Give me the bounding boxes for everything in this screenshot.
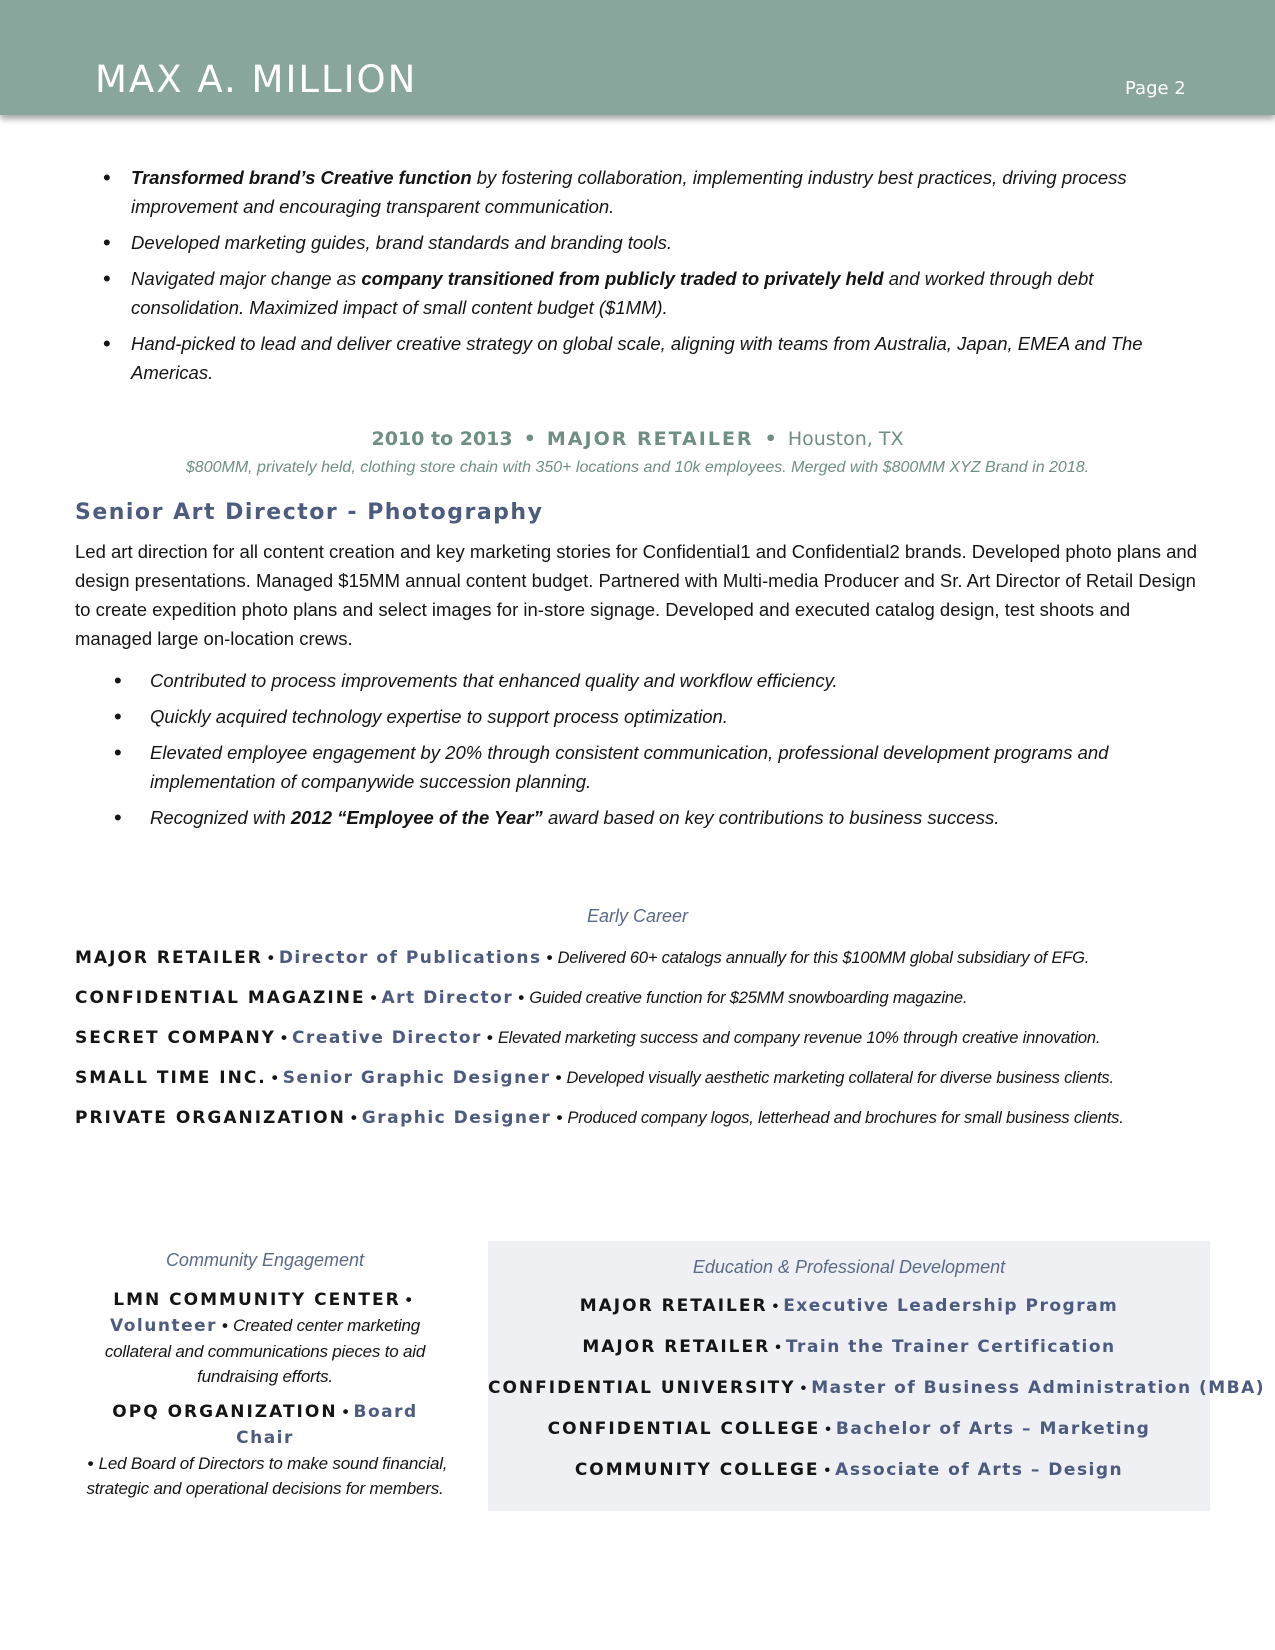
early-career-row <box>75 986 1265 1026</box>
list-item: • Navigated major change as company transitioned from publicly traded to privately held and worked through debt consolidation. Maximized impact of small content budget ($1MM). <box>131 264 1191 322</box>
organization: PRIVATE ORGANIZATION <box>75 1108 346 1128</box>
education-row <box>488 1294 1210 1335</box>
community-engagement-section <box>80 1250 450 1511</box>
separator: • <box>518 988 525 1007</box>
description: Developed visually aesthetic marketing collateral for diverse business clients. <box>566 1069 1114 1087</box>
description: Delivered 60+ catalogs annually for this $100MM global subsidiary of EFG. <box>557 949 1090 967</box>
job-company-description: $800MM, privately held, clothing store chain with 350+ locations and 10k employees. Merged with $800MM XYZ Brand in 2018. <box>185 459 1090 476</box>
list-item: • Quickly acquired technology expertise to support process optimization. <box>150 702 1190 731</box>
separator: • <box>523 428 536 450</box>
organization: SECRET COMPANY <box>75 1028 276 1048</box>
separator: • <box>342 1402 349 1421</box>
separator: • <box>772 1298 779 1315</box>
achievement-list-previous-role <box>131 163 1191 394</box>
education-section <box>488 1241 1266 1511</box>
description: Led Board of Directors to make sound financial, strategic and operational decisions for members. <box>86 1454 448 1498</box>
job-title: Senior Art Director - Photography <box>75 500 544 525</box>
separator: • <box>271 1068 278 1087</box>
separator: • <box>775 1339 781 1356</box>
position: Creative Director <box>291 1028 482 1048</box>
description: Guided creative function for $25MM snowboarding magazine. <box>529 989 968 1007</box>
early-career-list <box>75 946 1265 1146</box>
job-header <box>0 428 1275 450</box>
job-summary: Led art direction for all content creation and key marketing stories for Confidential1 and Confidential2 brands. Developed photo plans and design presentations. Managed $15MM annual content budget. Partnered with Multi-media Producer and Sr. Art Director of Retail Design to create expedition photo plans and select images for in-store signage. Developed and executed catalog design, test shoots and managed large on-location crews. <box>75 541 1197 649</box>
separator: • <box>546 948 553 967</box>
position: Graphic Designer <box>361 1108 552 1128</box>
description: Elevated marketing success and company revenue 10% through creative innovation. <box>497 1029 1101 1047</box>
job-company: MAJOR RETAILER <box>546 428 754 450</box>
list-item: • Recognized with 2012 “Employee of the Year” award based on key contributions to business success. <box>150 803 1190 832</box>
job-location: Houston, TX <box>787 428 904 450</box>
separator: • <box>87 1454 94 1473</box>
education-row <box>488 1458 1210 1499</box>
separator: • <box>556 1108 563 1127</box>
list-item: • Hand-picked to lead and deliver creative strategy on global scale, aligning with teams from Australia, Japan, EMEA and The Americas. <box>131 329 1191 387</box>
organization: OPQ ORGANIZATION <box>112 1402 338 1422</box>
position: Board Chair <box>236 1402 418 1448</box>
organization: LMN COMMUNITY CENTER <box>113 1290 401 1310</box>
program: Bachelor of Arts – Marketing <box>835 1419 1151 1439</box>
separator: • <box>555 1068 562 1087</box>
separator: • <box>824 1462 831 1479</box>
community-entry <box>80 1399 450 1501</box>
institution: MAJOR RETAILER <box>579 1296 768 1316</box>
early-career-row <box>75 1066 1265 1106</box>
separator: • <box>405 1290 412 1309</box>
program: Executive Leadership Program <box>783 1296 1119 1316</box>
education-heading: Education & Professional Development <box>692 1257 1006 1277</box>
position: Director of Publications <box>278 948 542 968</box>
position: Volunteer <box>110 1316 218 1336</box>
education-row <box>488 1335 1210 1376</box>
education-row <box>488 1376 1266 1417</box>
separator: • <box>222 1316 228 1335</box>
header-bar <box>0 0 1275 115</box>
early-career-row <box>75 1106 1265 1146</box>
list-item: • Contributed to process improvements that enhanced quality and workflow efficiency. <box>150 666 1190 695</box>
organization: MAJOR RETAILER <box>75 948 263 968</box>
description: Created center marketing collateral and communications pieces to aid fundraising efforts. <box>104 1316 426 1386</box>
achievement-list <box>150 666 1190 839</box>
page-number: Page 2 <box>1125 78 1186 99</box>
institution: CONFIDENTIAL UNIVERSITY <box>488 1378 796 1398</box>
position: Senior Graphic Designer <box>282 1068 551 1088</box>
early-career-row <box>75 1026 1265 1066</box>
list-item: • Elevated employee engagement by 20% through consistent communication, professional development programs and implementation of companywide succession planning. <box>150 738 1190 796</box>
separator: • <box>764 428 777 450</box>
organization: CONFIDENTIAL MAGAZINE <box>75 988 366 1008</box>
institution: COMMUNITY COLLEGE <box>574 1460 820 1480</box>
separator: • <box>350 1108 357 1127</box>
separator: • <box>267 948 274 967</box>
candidate-name: MAX A. MILLION <box>95 58 418 101</box>
separator: • <box>486 1028 493 1047</box>
separator: • <box>825 1421 831 1438</box>
separator: • <box>281 1028 287 1047</box>
education-row <box>488 1417 1210 1458</box>
description: Produced company logos, letterhead and brochures for small business clients. <box>567 1109 1124 1127</box>
position: Art Director <box>381 988 514 1008</box>
early-career-heading: Early Career <box>586 906 689 926</box>
institution: MAJOR RETAILER <box>582 1337 771 1357</box>
community-entry <box>80 1287 450 1389</box>
program: Train the Trainer Certification <box>785 1337 1116 1357</box>
job-years: 2010 to 2013 <box>371 428 513 450</box>
institution: CONFIDENTIAL COLLEGE <box>547 1419 821 1439</box>
early-career-row <box>75 946 1265 986</box>
program: Associate of Arts – Design <box>835 1460 1124 1480</box>
separator: • <box>370 988 377 1007</box>
program: Master of Business Administration (MBA) <box>811 1378 1266 1398</box>
community-heading: Community Engagement <box>165 1250 365 1270</box>
list-item: • Developed marketing guides, brand standards and branding tools. <box>131 228 1191 257</box>
list-item: • Transformed brand’s Creative function by fostering collaboration, implementing industry best practices, driving process improvement and encouraging transparent communication. <box>131 163 1191 221</box>
separator: • <box>800 1380 807 1397</box>
organization: SMALL TIME INC. <box>75 1068 267 1088</box>
